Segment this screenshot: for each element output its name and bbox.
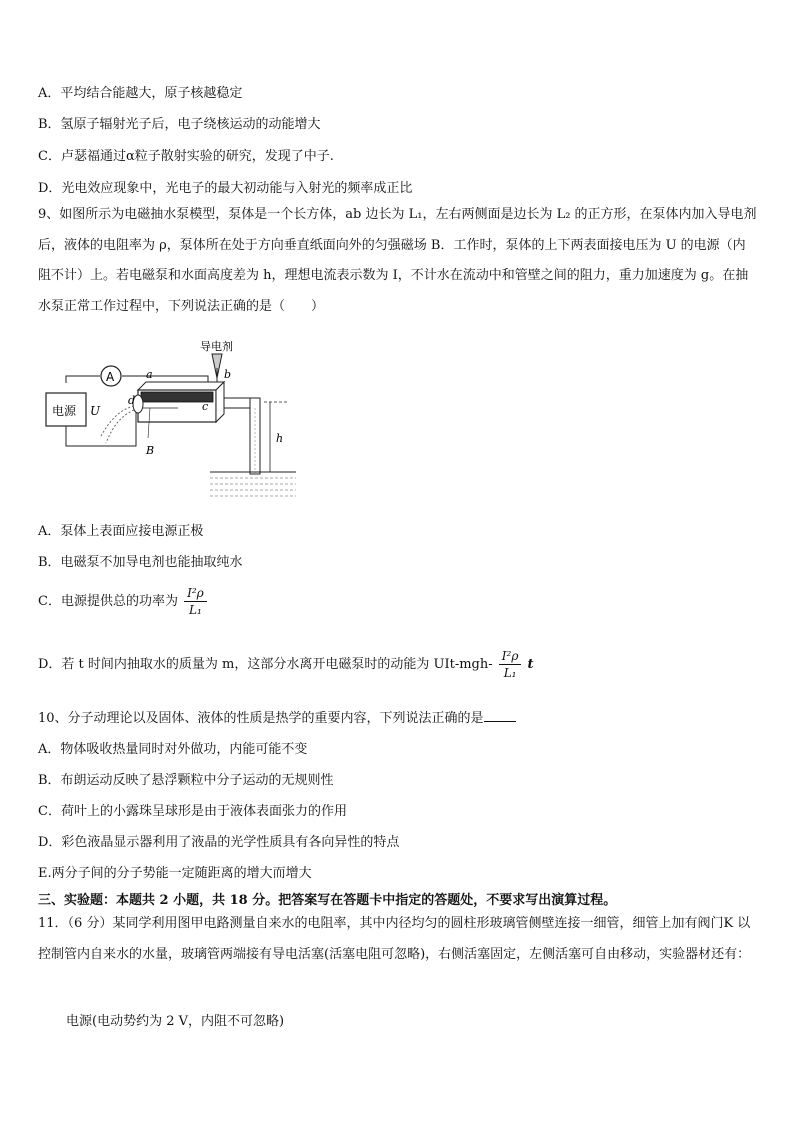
q10-option-c: C．荷叶上的小露珠呈球形是由于液体表面张力的作用	[38, 804, 347, 819]
kinetic-energy-formula	[499, 648, 522, 681]
label-magnetic-field: B	[146, 444, 155, 457]
ammeter-label: A	[106, 370, 115, 384]
q11-stem: 11．（6 分）某同学利用图甲电路测量自来水的电阻率，其中内径均匀的圆柱形玻璃管侧壁连接一细管，细管上加有阀门K 以控制管内自来水的水量，玻璃管两端接有导电活塞(活塞电阻可忽略)，右侧活塞固定，左侧活塞可自由移动，实验器材还有：	[38, 916, 751, 962]
label-d: d	[128, 394, 136, 407]
conductor-label: 导电剂	[200, 340, 233, 353]
q9-stem: 9、如图所示为电磁抽水泵模型，泵体是一个长方体，ab 边长为 L₁，左右两侧面是边长为 L₂ 的正方形，在泵体内加入导电剂后，液体的电阻率为 ρ，泵体所在处于方向垂直纸面向外的匀强磁场 B．工作时，泵体的上下两表面接电压为 U 的电源（内阻不计）上。若电磁泵和水面高度差为 h，理想电流表示数为 I，不计水在流动中和管壁之间的阻力，重力加速度为 g。在抽水泵正常工作过程中，下列说法正确的是（ ）	[38, 207, 757, 314]
voltage-label: U	[90, 404, 101, 418]
q8-option-c: C．卢瑟福通过α粒子散射实验的研究，发现了中子.	[38, 149, 334, 164]
power-formula-numerator: I²ρ	[184, 585, 207, 602]
electromagnetic-pump-diagram	[38, 338, 298, 503]
q9-option-a: A．泵体上表面应接电源正极	[38, 524, 204, 539]
q9-option-c-text: C．电源提供总的功率为	[38, 594, 178, 609]
q9-option-c	[38, 585, 209, 618]
q9-option-b: B．电磁泵不加导电剂也能抽取纯水	[38, 555, 243, 570]
power-formula-denominator: L₁	[189, 603, 202, 617]
q8-option-a: A．平均结合能越大，原子核越稳定	[38, 86, 243, 101]
q10-stem	[38, 707, 516, 726]
q8-option-b: B．氢原子辐射光子后，电子绕核运动的动能增大	[38, 117, 321, 132]
q9-option-d	[38, 648, 534, 681]
label-c: c	[202, 400, 209, 413]
q8-option-d: D．光电效应现象中，光电子的最大初动能与入射光的频率成正比	[38, 181, 413, 196]
q10-option-b: B．布朗运动反映了悬浮颗粒中分子运动的无规则性	[38, 773, 334, 788]
answer-blank	[484, 709, 516, 722]
water-pattern	[210, 478, 296, 496]
label-height: h	[276, 432, 284, 445]
q10-option-e: E.两分子间的分子势能一定随距离的增大而增大	[38, 866, 312, 881]
section-3-heading: 三、实验题：本题共 2 小题，共 18 分。把答案写在答题卡中指定的答题处，不要求写出演算过程。	[38, 893, 617, 908]
label-b: b	[224, 368, 232, 381]
q10-option-d: D．彩色液晶显示器利用了液晶的光学性质具有各向异性的特点	[38, 835, 400, 850]
ke-formula-numerator: I²ρ	[499, 648, 522, 665]
q9-option-d-suffix: t	[527, 657, 534, 672]
q10-option-a: A．物体吸收热量同时对外做功，内能可能不变	[38, 742, 308, 757]
ke-formula-denominator: L₁	[503, 666, 517, 680]
power-formula	[184, 585, 207, 618]
power-label: 电源	[52, 404, 77, 418]
q10-stem-text: 10、分子动理论以及固体、液体的性质是热学的重要内容，下列说法正确的是	[38, 711, 484, 726]
q9-option-d-text: D．若 t 时间内抽取水的质量为 m，这部分水离开电磁泵时的动能为 UIt-mgh-	[38, 657, 493, 672]
label-a: a	[146, 368, 153, 381]
q11-equipment-item: 电源(电动势约为 2 V，内阻不可忽略)	[66, 1014, 285, 1029]
